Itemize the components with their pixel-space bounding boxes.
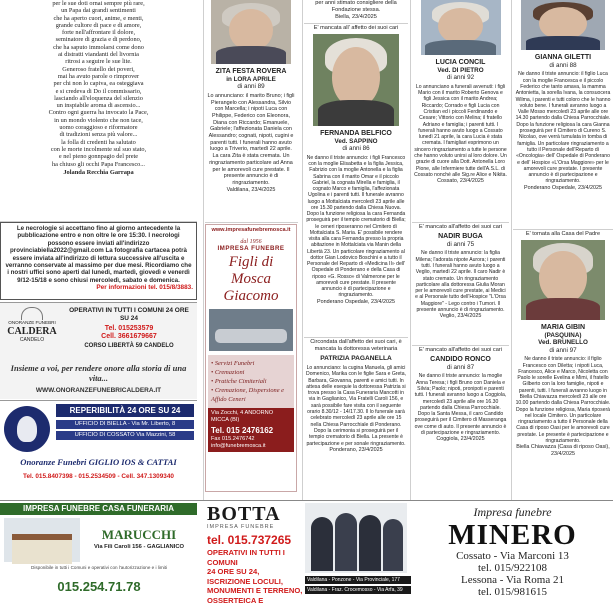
mosca-service-item: • Pratiche Cimiteriali <box>211 378 267 385</box>
divider <box>0 500 613 501</box>
notice-subname2: Ved. BRUNELLO <box>538 339 588 347</box>
notice-age: di anni 89 <box>237 83 265 91</box>
mosca-website: www.impresafunebremosca.it <box>211 227 291 233</box>
poem-line: ritrosi a seguire le sue lite. <box>65 58 132 66</box>
notice-date: Cossato, 23/4/2025 <box>437 178 484 185</box>
notice-name: ZITA FESTA ROVERA <box>215 68 287 75</box>
notice-line: per anni stimato consigliere della <box>315 0 397 6</box>
mosca-car-photo <box>209 309 293 351</box>
giglio-office1: UFFICIO DI BIELLA - Via Mr. Liberto, 8 <box>56 420 194 429</box>
notice-name: GIANNA GILETTI <box>534 54 592 61</box>
caldera-brand: ONORANZE FUNEBRI <box>8 320 56 325</box>
botta-line: OPERATIVI IN TUTTI I COMUNI <box>207 548 285 567</box>
notice-date: Ponderano Ospedale, 23/4/2025 <box>317 298 395 305</box>
poem-line: un inspiabile aroma di ascensio... <box>56 102 141 110</box>
notice-date: Biella Chiavazza (Casa di riposo Oasi), 23/4/2025 <box>516 444 610 458</box>
notice-date: Coggiola, 23/4/2025 <box>436 436 485 443</box>
mosca-brand: Figli di Mosca Giacomo <box>223 254 279 304</box>
mosca-service-item: • Cremazioni <box>211 369 245 376</box>
lily-icon <box>17 416 37 442</box>
portrait-photo <box>521 240 605 320</box>
caldera-web: WWW.ONORANZEFUNEBRICALDERA.IT <box>35 387 162 394</box>
ad-info-contacts: Per informazioni tel. 015/8/3883. <box>96 284 193 292</box>
notice-age: di anni 97 <box>549 346 577 354</box>
notice-text: Lo annunciano a funerali avvenuti: i figli Mario con il marito Roberto Genova e figli Jessica con il marito Andrea; Riccardo; Corrado e figli Lucia con Cristian ed i piccoli Ferdinando e Cesare; Vittorio con Melina; il fratello Adriano e famiglia; i parenti tutti. I funerali hanno avuto luogo a Cossato lunedì 21 aprile, la cara Lucia è stata cremata. I famigliari esprimono un sincero ringraziamento a tutte le persone che hanno voluto unirsi al loro dolore. Un grazie di cuore alla Dott. Antonella Loro Pione, alle Infermiere tutte dell'A.S.L. di Cossato nonché alle Sig.re Alice e Nikita. <box>414 83 507 178</box>
poem-line: e nel pieno gonnpagio del prete <box>58 153 139 161</box>
caldera-address: CORSO LIBERTÀ 59 CANDELO <box>84 343 174 349</box>
marucchi-building <box>4 518 80 562</box>
person-icon <box>359 515 381 571</box>
poem-line: un Papa dai grandi sentimenti <box>61 7 136 15</box>
caldera-phone1: Tel. 015253579 <box>104 325 154 332</box>
notice-name: NADIR BUGA <box>438 233 483 240</box>
notice-text: Ne danno il triste annuncio: i figli Francesco con la moglie Elisabetta e la figlia Jessica, Fabrizio con la moglie Antonella e la figlia Sabrina con il marito Omar e il piccolo Gabriel, la cognata Mirella e famiglia, il cognato Marco e famiglia, l'affezionata Ugolina e i parenti tutti. Il funerale avranno luogo a Mottalciata mercoledì 23 aprile alle ore 15.30 partendo dalla Chiesa Nuova. Dopo la funzione religiosa la cara Fernanda proseguirà per il tempio crematorio di Biella; le ceneri riposeranno nel Cimitero di Mottalciata S. Maria. E' possibile rendere visita alla cara Fernanda presso la propria abitazione in Mottalciata via Manin della Libertà 23. Un particolare ringraziamento al dottor Gian Lodovico Boschini e a tutto il Personale del Reparto di «Medicina II» dell' Ospedale di Ponderano e della Casa di riposo «G. Rosso» di Valmerone per le amorevoli cure prestate. Il presente annuncio è di partecipazione e ringraziamento. <box>306 154 406 299</box>
divider <box>412 222 509 223</box>
column-divider <box>410 0 411 500</box>
notice-text: Lo annunciano: il marito Bruno; i figli Pierangelo con Alessandra, Silvio con Marcella; i nipoti Luca con Philippe, Federico con Eleonora, Diana con Riccardo; Emanuele, Gabriele; l'affezionata Daniela con Alessandro; cognati, nipoti, cugini e parenti tutti. I funerali hanno avuto luogo a Triverio, martedì 22 aprile. La cara Zita è stata cremata. Un ringraziamento particolare ad Anna per le amorevoli cure prestate. Il presente annuncio è di ringraziamento. <box>207 92 295 186</box>
ad-botta <box>205 503 408 605</box>
botta-tel: tel. 015.737265 <box>207 533 292 547</box>
poem-line: forte nell'affrontare il dolore, <box>61 29 136 37</box>
notice-name: FERNANDA BELFICO <box>320 130 392 137</box>
botta-sub: IMPRESA FUNEBRE <box>207 524 275 530</box>
notice-subname: Ved. DI PIETRO <box>437 67 484 74</box>
notice-age: di anni 87 <box>446 364 475 371</box>
notice-caption: E' mancato all'affetto dei suoi cari <box>419 224 502 230</box>
notice-subname: (PASQUINA) <box>544 332 582 339</box>
poem-line: in un mondo violento che non tace, <box>54 116 143 124</box>
poem-lines <box>0 0 197 168</box>
giglio-tel: Tel. 015.8407398 - 015.2534509 - Cell. 347.1309340 <box>23 473 174 480</box>
botta-line: 24 ORE SU 24, <box>207 567 260 577</box>
poem-line: con le morte incolmente sul suo stato, <box>50 145 147 153</box>
notice-text: Ne danno il triste annuncio: la figlia Milena; l'adorata nipote Aurora; i parenti tutti. I funerali hanno avuto luogo a Veglio, martedì 22 aprile. Il caro Nadir è stato cremato. Un ringraziamento particolare alla dottoressa Giulia Moran per le amorevoli cure prestate, ai Medici e al Personale tutto dell'Hospice "L'Orsa Maggiore" - Lego contro i Tumori. Il presente annuncio è di ringraziamento. <box>415 250 506 314</box>
minero-tel2: tel. 015/981615 <box>477 586 548 598</box>
ad-marucchi <box>0 503 197 600</box>
giglio-reperibility: REPERIBILITÀ 24 ORE SU 24 <box>56 404 194 417</box>
minero-brand: MINERO <box>448 519 577 551</box>
notice-caption: E' mancato all'affetto dei suoi cari <box>419 347 502 353</box>
marucchi-brand: MARUCCHI <box>101 527 177 542</box>
poem-line: la folla di credenti ha salutato <box>61 138 136 146</box>
ad-giglio <box>0 400 197 492</box>
portrait-photo <box>313 34 399 126</box>
portrait-photo <box>211 0 291 64</box>
mosca-service-item: • Cremazione, Dispersione e Affido Ceneri <box>211 387 284 403</box>
poem-line: ai distratti viandanti del livornia <box>58 51 139 59</box>
poem-line: mai ha avuto parole o rimprover <box>57 72 140 80</box>
notice-caption: Circondata dall'affetto dei suoi cari, è mancata la dottoressa veterinaria <box>310 339 402 352</box>
poem-line: che ha aperto cuori, anime, e menti, <box>53 14 144 22</box>
botta-people-photo <box>305 503 407 573</box>
notice-date: Ponderano Ospedale, 23/4/2025 <box>524 184 602 191</box>
caldera-ops: OPERATIVI IN TUTTI I COMUNI 24 ORE SU 24 <box>69 307 189 322</box>
person-icon <box>383 519 403 571</box>
poem-line: uomo coraggioso e riformatore <box>59 124 138 132</box>
notice-name: CANDIDO RONCO <box>430 356 491 363</box>
notice-candido <box>412 347 509 497</box>
notice-age: di anni 75 <box>446 241 475 248</box>
ad-info-text: Le necrologie si accettano fino al giorno antecedente la pubblicazione entro e non oltre le ore 15:30. I necrologi possono essere inviati all'indirizzo provinciabiella2022@gmail.com La fotografia cartacea potrà essere inviata all'indirizzo di lettura successive all'uscita e verranno conservate al massimo per due mesi. Ricordiamo che i nostri uffici sono aperti dal lunedì, martedì, giovedì e venerdì 9/12-15/18 e sono chiusi mercoledì, sabato e domenica. <box>5 225 192 284</box>
divider <box>412 345 509 346</box>
notice-name: MARIA GIBIN <box>540 324 586 331</box>
marucchi-note: Disponibile in tutti i Comuni e operativi con l'autorizzazione e i limiti <box>31 565 167 570</box>
notice-date: Valdilana, 23/4/2025 <box>226 186 276 193</box>
poem-line: grande cultore di pace e di amore, <box>55 21 142 29</box>
notice-text: Ne danno il triste annuncio: il figlio Francesco con Diletta; i nipoti Luca, Francesco, Alice e Marco, Nicoletta con Paolo le sorelle Evelina e Mimi, il fratello Gilberto con la loro famiglie, nipoti e parenti, tutti. I funerali avranno luogo in Biella Chiavazza mercoledì 23 alle ore 10.00 partendo dalla Chiesa Parrocchiale. Dopo la funzione religiosa, Maria riposerà nel locale Cimitero. Un particolare ringraziamento a tutto il Personale della Casa di riposo Oasi per le amorevoli cure prestate. Le presente è partecipazione e ringraziamento. <box>515 356 611 445</box>
mosca-fax: Fax 015.2476742 <box>208 436 294 443</box>
notice-maria <box>513 231 613 499</box>
building-icon <box>12 534 72 564</box>
notice-date: Ponderano, 23/4/2025 <box>329 446 383 453</box>
car-icon <box>215 329 287 343</box>
ad-mosca <box>205 224 297 492</box>
notice-top <box>304 0 408 22</box>
notice-caption: E' mancata all' affetto dei suoi cari <box>313 25 399 31</box>
botta-line: OSSERTEICA E <box>207 595 264 605</box>
notice-subname: Ved. SAPPINO <box>334 138 378 145</box>
poem-line: Generoso fratello dei poveri, <box>62 65 135 73</box>
person-icon <box>335 513 357 571</box>
notice-nadir <box>412 224 509 346</box>
notice-name: LUCIA CONCIL <box>435 59 486 66</box>
minero-line2: Lessona - Via Roma 21 <box>460 574 564 586</box>
mosca-service-item: • Servizi Funebri <box>211 360 255 367</box>
mosca-firm: IMPRESA FUNEBRE <box>217 245 285 252</box>
poem-line: di tradizioni senza più valore... <box>59 131 138 139</box>
botta-addr1: Valdilana - Ponzone - Via Provinciale, 177 <box>305 576 411 584</box>
botta-line: ISCRIZIONE LOCULI, <box>207 576 283 586</box>
notice-gianna <box>513 0 613 228</box>
poem-line: per le sue doti ornai sempre più rare, <box>52 0 145 7</box>
column-divider <box>203 0 204 500</box>
giglio-brand: Onoranze Funebri GIGLIO IOS & CATTAI <box>20 457 177 467</box>
caldera-brand-name: CALDERA <box>7 326 57 337</box>
mosca-tel: Tel. 015 2476162 <box>208 426 294 436</box>
minero-line1: Cossato - Via Marconi 13 <box>456 550 569 562</box>
notice-lucia <box>412 0 509 220</box>
divider <box>513 229 613 230</box>
column-divider <box>511 0 512 500</box>
minero-firm: Impresa funebre <box>473 505 552 519</box>
mosca-services <box>208 355 294 408</box>
botta-lines <box>207 548 303 606</box>
caldera-logo <box>4 307 60 349</box>
caldera-city: CANDELO <box>19 337 45 343</box>
ad-info <box>0 222 197 300</box>
poem-block <box>0 0 197 220</box>
notice-age: di anni 86 <box>342 145 370 153</box>
marucchi-title: IMPRESA FUNEBRE CASA FUNERARIA <box>0 503 197 515</box>
poem-line: e si credeva di Do il commissario, <box>55 87 142 95</box>
notice-line: Biella, 23/4/2025 <box>335 14 377 20</box>
botta-addr2: Valdilana - Fraz. Crocemosso - Via Arfa, 39 <box>305 586 411 594</box>
notice-caption: E' tornata alla Casa del Padre <box>525 231 601 237</box>
botta-brand: BOTTA <box>207 503 281 525</box>
minero-tel1: tel. 015/922108 <box>477 562 548 574</box>
notice-date: Veglio, 23/4/2025 <box>439 313 482 320</box>
notice-zita <box>205 0 297 200</box>
marucchi-address: Via Fili Caroli 156 - GAGLIANICO <box>93 544 185 550</box>
notice-patrizia <box>304 339 408 499</box>
divider <box>304 23 408 24</box>
person-icon <box>311 517 333 571</box>
mosca-address: Via Zocchi, 4 ANDORNO MICCA (BI) <box>208 408 294 426</box>
notice-name: PATRIZIA PAGANELLA <box>320 355 392 362</box>
notice-line: Fondazione stessa. <box>331 7 381 13</box>
divider <box>304 337 408 338</box>
notice-fernanda <box>304 25 408 335</box>
poem-line: Contro ogni guerra ha invocato la Pace, <box>48 109 149 117</box>
marucchi-tel: 015.254.71.78 <box>57 579 141 594</box>
notice-age: di anni 88 <box>549 62 577 69</box>
caldera-tagline: Insieme a voi, per rendere onore alla storia di una vita... <box>10 363 187 383</box>
column-divider <box>302 0 303 500</box>
portrait-photo <box>421 0 501 55</box>
poem-line: che ha saputo immolarsi come dono <box>53 43 144 51</box>
divider <box>205 222 298 223</box>
giglio-logo <box>4 406 50 452</box>
notice-subname: in LORA APRILE <box>226 76 276 83</box>
mosca-email: info@funebremosca.it <box>208 443 294 452</box>
botta-line: MONUMENTI E TERRENO, <box>207 586 303 596</box>
poem-line: per chi non lo capiva, ea osteggiava <box>53 80 144 88</box>
mosca-est: dal 1956 <box>240 239 262 245</box>
notice-text: Lo annunciano: la cugina Manuela, gli amici Domenico, Marika con le figlie Sara e Greta, Barbara, Giovanna, parenti e amici tutti. In attesa delle esequie la dottoressa Patrizia si trova presso la Casa Funeraria Mancotti in via in Gaglianico, Via Fratelli Caroli 156, e sarà possibile fare visita con il seguente orario 8.30/12 - 14/17.30. Il lo funerale sarà celebrato mercoledì 23 aprile alle ore 15 nella Chiesa Parrocchiale di Ponderano. Dopo la cerimonia si proseguirà per il tempio crematorio di Biella. La presente è partecipazione e per sonale ringraziamento. <box>306 365 406 447</box>
poem-signature: Jolanda Recchia Garrapa <box>63 168 134 176</box>
notice-text: Ne danno il triste annuncio: la moglie Anna Teresa; i figli Bruno con Daniela e Silvia; Paolo; nipoti, pronipoti e parenti tutti. I funerali avranno luogo a Coggiola, mercoledì 23 aprile alle ore 16.30 partendo dalla Chiesa Parrocchiale. Dopo la Santa Messa, il caro Candido proseguirà per il Cimitero di Masseranga ove come di auto. Il presente annuncio è di partecipazione e ringraziamento. <box>414 373 507 437</box>
poem-line: seminatore di grazia e di perdono, <box>55 36 142 44</box>
laurel-icon <box>21 307 43 320</box>
giglio-office2: UFFICIO DI COSSATO Via Mazzini, 58 <box>56 431 194 440</box>
notice-age: di anni 92 <box>446 74 475 82</box>
caldera-phone2: Cell. 3661679667 <box>101 333 157 340</box>
notice-text: Ne danno il triste annuncio: il figlio Luca con la moglie Francesca e il piccolo Federico che tanto amava, la mamma Antonietta, la sorella Ivana, la consuocera Wilma, i parenti e tutti coloro che le hanno voluto bene. I funerali avranno luogo a Valle Mosso mercoledì 23 aprile alle ore 14.30 partendo dalla Chiesa Parrocchiale. Dopo la funzione religiosa la cara Gianna proseguirà per il Cimitero di Cureno S. Nicolao, ove verrà tumulata in tomba di famiglia. Un particolare ringraziamento a tutto il Personale dell'Reparto di «Oncologia» dell' Ospedale di Ponderano e dell' Hospice «L'Orsa Maggiore» per le amorevoli cure prestate. I presente annuncio è di partecipazione e ringraziamento. <box>515 71 611 185</box>
portrait-photo <box>521 0 605 50</box>
poem-line: ha chiuso gli occhi Papa Francesco... <box>51 160 146 168</box>
poem-line: lasciando all'eloquenza del silenzio <box>54 94 143 102</box>
ad-minero <box>412 503 613 600</box>
ad-caldera <box>0 302 197 399</box>
